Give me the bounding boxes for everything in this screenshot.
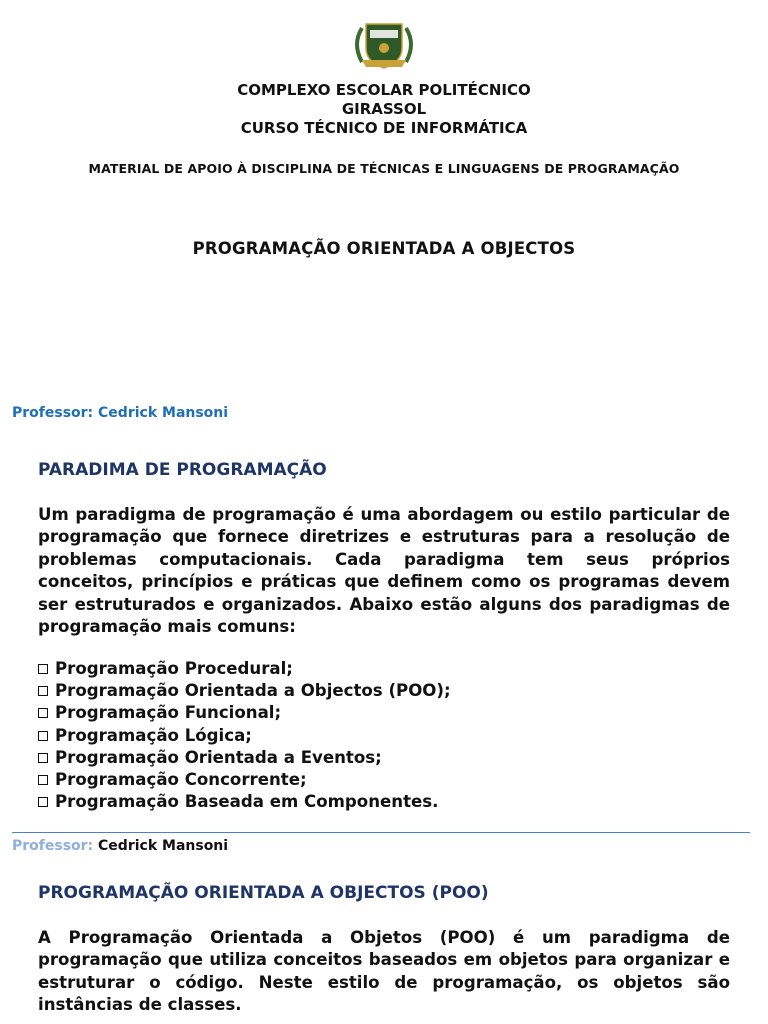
section-title-poo: PROGRAMAÇÃO ORIENTADA A OBJECTOS (POO) bbox=[38, 883, 489, 903]
section-title-paradigm: PARADIMA DE PROGRAMAÇÃO bbox=[38, 460, 327, 480]
material-subtitle: MATERIAL DE APOIO À DISCIPLINA DE TÉCNICAS E LINGUAGENS DE PROGRAMAÇÃO bbox=[88, 161, 680, 176]
professor-footer-label: Professor: bbox=[12, 838, 94, 854]
school-logo bbox=[348, 14, 420, 74]
list-item: Programação Procedural; bbox=[38, 658, 738, 680]
paragraph-poo bbox=[38, 927, 730, 1017]
checkbox-icon bbox=[38, 664, 48, 674]
list-item: Programação Lógica; bbox=[38, 725, 738, 747]
list-item: Programação Concorrente; bbox=[38, 769, 738, 791]
list-item: Programação Orientada a Eventos; bbox=[38, 747, 738, 769]
school-name-line-2: GIRASSOL bbox=[341, 100, 427, 118]
document-title: PROGRAMAÇÃO ORIENTADA A OBJECTOS bbox=[192, 239, 576, 258]
checkbox-icon bbox=[38, 731, 48, 741]
page-divider bbox=[12, 832, 750, 833]
checkbox-icon bbox=[38, 797, 48, 807]
list-item: Programação Funcional; bbox=[38, 702, 738, 724]
professor-top: Professor: Cedrick Mansoni bbox=[12, 405, 229, 421]
professor-footer-name: Cedrick Mansoni bbox=[98, 838, 229, 854]
checkbox-icon bbox=[38, 753, 48, 763]
paragraph-paradigm-text: Um paradigma de programação é uma abordagem ou estilo particular de programação que fornece diretrizes e estruturas para a resolução de problemas computacionais. Cada paradigma tem seus próprios conceitos, princípios e práticas que definem como os programas devem ser estruturados e organizados. Abaixo estão alguns dos paradigmas de programação mais comuns: bbox=[38, 505, 730, 637]
paragraph-paradigm bbox=[38, 504, 730, 638]
paragraph-poo-text: A Programação Orientada a Objetos (POO) é um paradigma de programação que utiliza conceitos baseados em objetos para organizar e estruturar o código. Neste estilo de programação, os objetos são instâncias de classes. bbox=[38, 928, 730, 1015]
checkbox-icon bbox=[38, 686, 48, 696]
school-name-line-3: CURSO TÉCNICO DE INFORMÁTICA bbox=[240, 119, 528, 137]
professor-footer bbox=[12, 838, 228, 854]
school-name-line-1: COMPLEXO ESCOLAR POLITÉCNICO bbox=[237, 81, 531, 99]
paradigm-list bbox=[38, 658, 738, 813]
checkbox-icon bbox=[38, 775, 48, 785]
list-item: Programação Orientada a Objectos (POO); bbox=[38, 680, 738, 702]
checkbox-icon bbox=[38, 708, 48, 718]
list-item: Programação Baseada em Componentes. bbox=[38, 791, 738, 813]
